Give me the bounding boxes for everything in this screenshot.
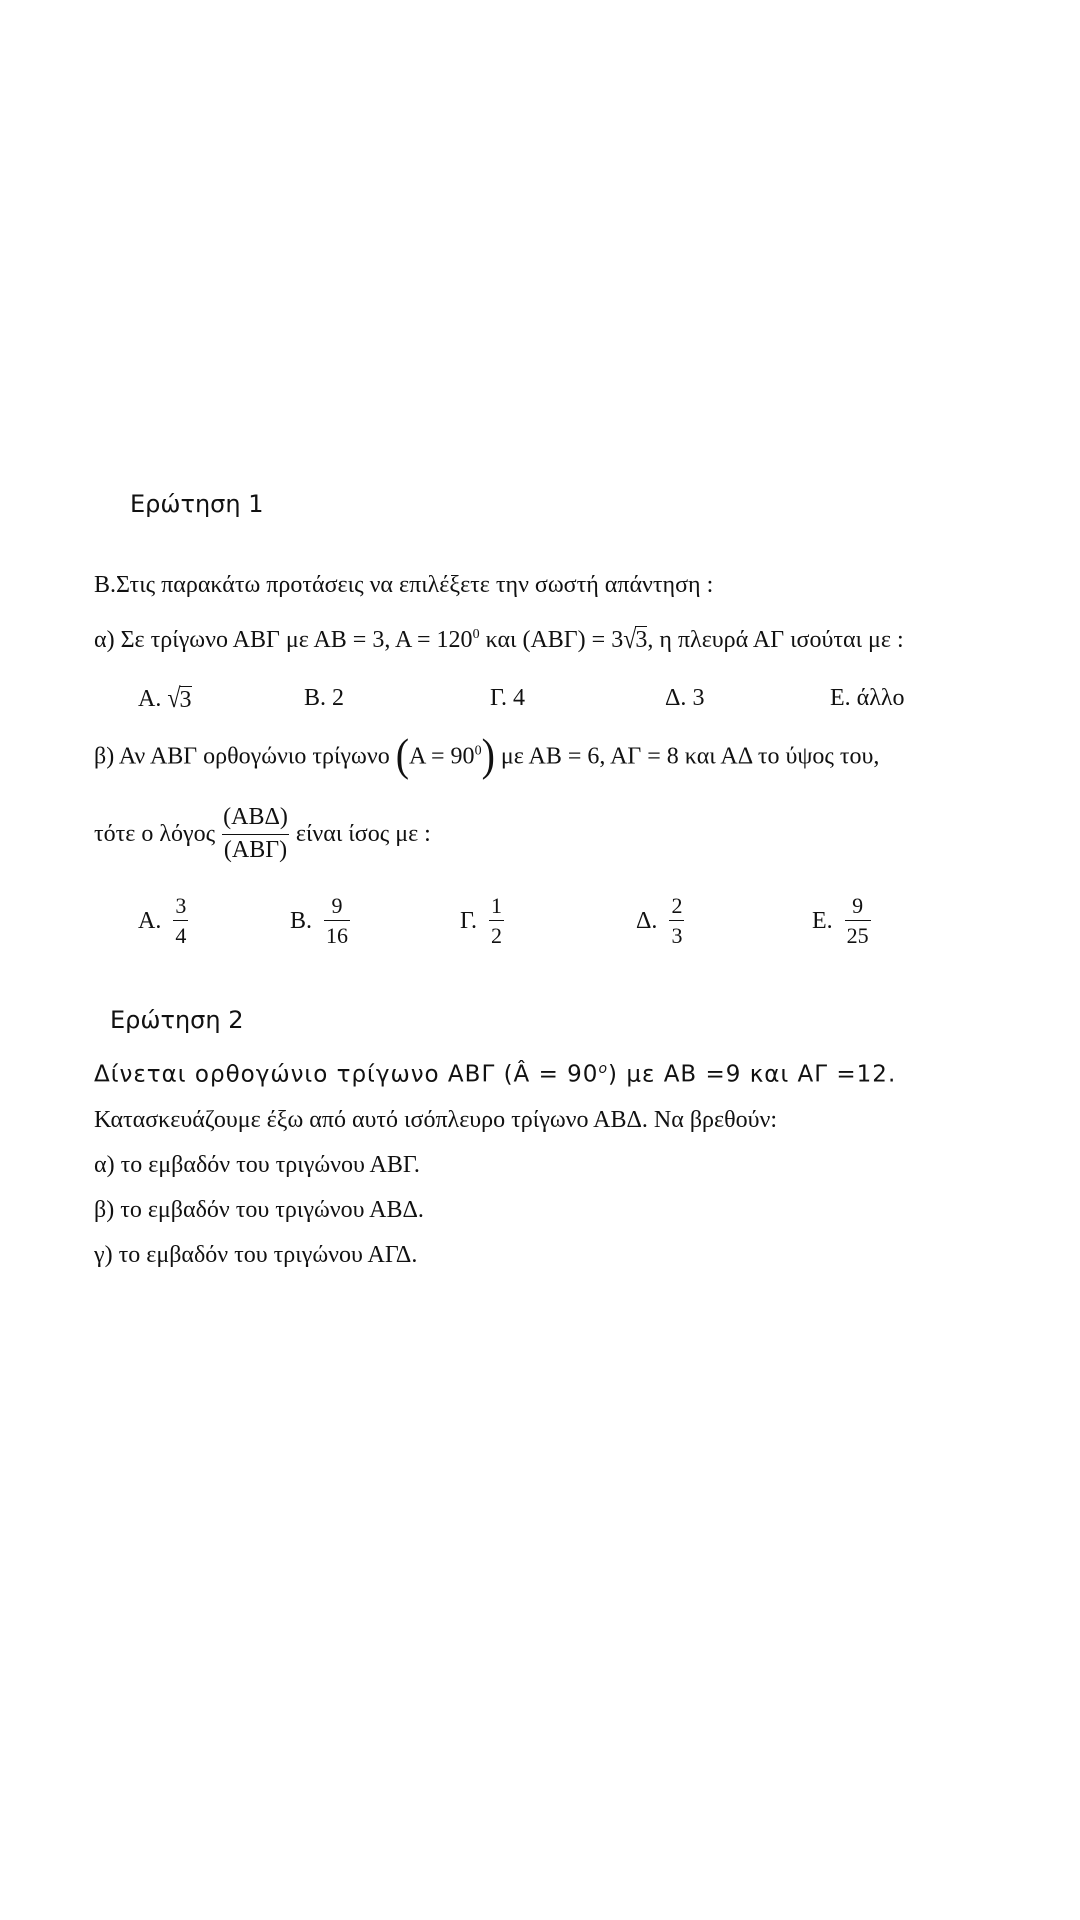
fraction-denominator: 16 (324, 920, 350, 948)
q1b-option-b[interactable] (290, 893, 356, 949)
question-1-heading: Ερώτηση 1 (130, 490, 264, 518)
q1b-text-part2: με ΑΒ = 6, ΑΓ = 8 και ΑΔ το ύψος του, (500, 743, 880, 770)
q1a-option-a[interactable] (138, 686, 192, 712)
q1a-option-e[interactable] (830, 686, 905, 710)
q1a-degree-sup: 0 (472, 627, 480, 642)
question-1b-ratio-line (94, 804, 431, 864)
option-fraction (173, 893, 188, 949)
q1a-option-d[interactable] (665, 686, 704, 710)
fraction-denominator: 2 (489, 920, 504, 948)
q1a-text-part3: , η πλευρά ΑΓ ισούται με : (647, 627, 904, 653)
q2-line1-eq: = 90 (530, 1061, 599, 1088)
q1b-angle: Α = 90 (409, 743, 475, 770)
fraction-numerator: 2 (671, 893, 683, 918)
q2-degree-sup: o (598, 1061, 609, 1077)
option-label: Δ. (636, 907, 658, 934)
q2-line1-pre: Δίνεται ορθογώνιο τρίγωνο ΑΒΓ ( (94, 1061, 514, 1088)
option-label: Β. (304, 685, 327, 711)
q1b-degree-sup: 0 (474, 743, 482, 759)
ratio-denominator: (ΑΒΓ) (222, 834, 289, 865)
option-label: Γ. (490, 685, 507, 711)
option-label: Δ. (665, 685, 687, 711)
ratio-fraction (221, 804, 290, 864)
q1a-text-part1: α) Σε τρίγωνο ΑΒΓ με ΑΒ = 3, Α = 120 (94, 627, 473, 653)
left-paren-icon: ( (395, 728, 410, 781)
option-value: 3 (179, 687, 192, 713)
option-label: Β. (290, 907, 313, 934)
question-2-line-5: γ) το εμβαδόν του τριγώνου ΑΓΔ. (94, 1242, 418, 1268)
fraction-denominator: 4 (173, 920, 188, 948)
option-value: 3 (692, 685, 705, 711)
question-2-heading: Ερώτηση 2 (110, 1006, 244, 1034)
option-fraction (845, 893, 871, 949)
ratio-numerator: (ΑΒΔ) (223, 804, 288, 830)
fraction-numerator: 3 (175, 893, 187, 918)
question-2-line-4: β) το εμβαδόν του τριγώνου ΑΒΔ. (94, 1197, 424, 1223)
option-fraction (669, 893, 684, 949)
question-1a-statement (94, 625, 904, 655)
q2-line1-post: ) με ΑΒ =9 και ΑΓ =12. (608, 1061, 897, 1088)
sqrt-icon: √ (167, 684, 181, 714)
q1a-sqrt-arg: 3 (635, 627, 648, 653)
question-1b-statement (94, 728, 880, 781)
question-2-line-1 (94, 1062, 896, 1087)
fraction-numerator: 9 (331, 893, 343, 918)
option-value: 4 (513, 685, 525, 711)
option-value: άλλο (856, 685, 905, 711)
q1b-option-e[interactable] (812, 893, 877, 949)
question-2-line-2: Κατασκευάζουμε έξω από αυτό ισόπλευρο τρίγωνο ΑΒΔ. Να βρεθούν: (94, 1107, 777, 1133)
q1a-option-c[interactable] (490, 686, 525, 710)
q1a-text-part2: και (ΑΒΓ) = 3 (479, 627, 624, 653)
question-2-line-3: α) το εμβαδόν του τριγώνου ΑΒΓ. (94, 1152, 420, 1178)
fraction-numerator: 9 (852, 893, 864, 918)
option-label: Ε. (830, 685, 851, 711)
sqrt-icon: √ (623, 625, 637, 655)
fraction-denominator: 3 (669, 920, 684, 948)
q1b-option-d[interactable] (636, 893, 690, 949)
q1b-text-part1: β) Αν ΑΒΓ ορθογώνιο τρίγωνο (94, 743, 390, 770)
option-label: Ε. (812, 907, 833, 934)
option-value: 2 (332, 685, 345, 711)
option-fraction (324, 893, 350, 949)
q1a-option-b[interactable] (304, 686, 344, 710)
option-label: Α. (138, 686, 162, 712)
right-paren-icon: ) (481, 728, 495, 781)
q1b-option-a[interactable] (138, 893, 194, 949)
q2-angle: Â (513, 1061, 531, 1088)
fraction-denominator: 25 (845, 920, 871, 948)
option-fraction (489, 893, 504, 949)
q1b-line2-start: τότε ο λόγος (94, 821, 216, 848)
q1b-line2-end: είναι ίσος με : (295, 821, 431, 848)
fraction-numerator: 1 (491, 893, 502, 918)
question-1-intro: Β.Στις παρακάτω προτάσεις να επιλέξετε την σωστή απάντηση : (94, 572, 714, 598)
option-label: Γ. (460, 907, 477, 934)
option-label: Α. (138, 907, 162, 934)
q1b-option-c[interactable] (460, 893, 510, 949)
